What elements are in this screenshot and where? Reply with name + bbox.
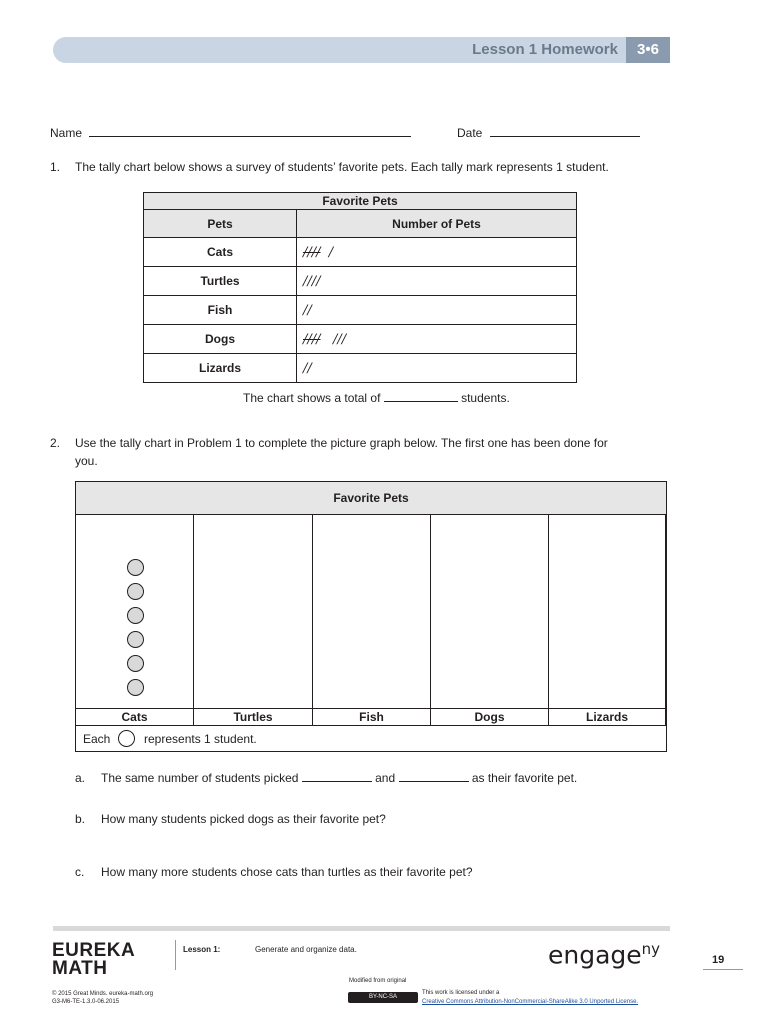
tally-extra: / [328,244,334,260]
engageny-logo [548,940,660,969]
footer-separator [175,940,176,970]
graph-label-cats: Cats [76,708,193,725]
pets-column-header: Pets [144,210,297,238]
tally-extra: // [303,302,312,318]
pet-name: Cats [144,238,297,267]
total-text-after: students. [461,391,510,405]
tally-extra: //// [303,273,321,289]
footer-divider [53,926,670,931]
picture-circle-icon [127,583,144,600]
problem-1-number: 1. [50,160,61,174]
logo-line-2: MATH [52,958,108,979]
name-field[interactable] [89,126,411,137]
date-field[interactable] [490,126,640,137]
graph-column-lizards[interactable] [549,515,666,725]
key-text-after: represents 1 student. [144,732,257,746]
tally-bundle: //// [303,244,321,260]
tally-marks [297,354,577,383]
problem-1-text: The tally chart below shows a survey of students’ favorite pets. Each tally mark represents 1 student. [75,160,609,174]
picture-circle-icon [127,655,144,672]
graph-column-cats[interactable] [76,515,194,725]
logo-line-1: EUREKA [52,940,136,961]
picture-circle-icon [127,679,144,696]
graph-label-dogs: Dogs [431,708,548,725]
answer-a-blank-1[interactable] [302,771,372,782]
date-row [457,126,640,140]
question-c-label: c. [75,865,85,879]
graph-label-lizards: Lizards [549,708,665,725]
picture-graph [75,481,667,752]
license-line-1: This work is licensed under a [422,990,500,996]
tally-table [143,192,577,383]
number-column-header: Number of Pets [297,210,577,238]
table-row [144,354,577,383]
lesson-header-bar [53,37,670,63]
tally-table-title: Favorite Pets [144,193,577,210]
picture-circle-icon [127,631,144,648]
graph-label-fish: Fish [313,708,430,725]
footer-lesson-title: Generate and organize data. [255,945,357,954]
table-row [144,296,577,325]
picture-graph-title: Favorite Pets [76,482,666,515]
tally-bundle: //// [303,331,321,347]
tally-extra: /// [332,331,347,347]
graph-column-turtles[interactable] [194,515,313,725]
lesson-title: Lesson 1 Homework [472,41,618,58]
problem-2-number: 2. [50,436,61,450]
page-number: 19 [712,954,725,966]
tally-marks [297,296,577,325]
table-row [144,267,577,296]
key-text-before: Each [83,732,111,746]
date-label: Date [457,126,483,140]
problem-2-text-line1: Use the tally chart in Problem 1 to complete the picture graph below. The first one has been done for [75,436,608,450]
engage-text: engage [548,940,642,970]
table-row [144,325,577,354]
key-circle-icon [118,730,135,747]
engage-ny: ny [641,940,661,958]
question-b-text: How many students picked dogs as their favorite pet? [101,812,386,826]
question-a [101,771,577,785]
question-b-label: b. [75,812,86,826]
eureka-math-logo [52,942,135,978]
tally-marks [297,238,577,267]
footer-lesson-label: Lesson 1: [183,945,221,954]
answer-a-blank-2[interactable] [399,771,469,782]
graph-label-turtles: Turtles [194,708,312,725]
pet-name: Turtles [144,267,297,296]
question-c-text: How many more students chose cats than turtles as their favorite pet? [101,865,473,879]
document-code: G3-M6-TE-1.3.0-06.2015 [52,999,120,1005]
name-row [50,126,411,140]
question-a-text2: and [375,771,396,785]
tally-marks [297,267,577,296]
module-badge: 3•6 [626,37,670,63]
copyright: © 2015 Great Minds. eureka-math.org [52,991,154,997]
total-sentence [243,391,510,405]
pet-name: Fish [144,296,297,325]
tally-extra: // [303,360,312,376]
graph-column-dogs[interactable] [431,515,549,725]
total-text-before: The chart shows a total of [243,391,381,405]
pet-name: Dogs [144,325,297,354]
picture-circle-icon [127,607,144,624]
pet-name: Lizards [144,354,297,383]
question-a-text3: as their favorite pet. [471,771,578,785]
page-number-underline [703,969,743,970]
license-link[interactable]: Creative Commons Attribution-NonCommercial-ShareAlike 3.0 Unported License. [422,999,639,1005]
tally-marks [297,325,577,354]
problem-2-text-line2: you. [75,454,98,468]
table-row [144,238,577,267]
graph-key [76,725,666,751]
question-a-label: a. [75,771,86,785]
cc-license-icon: BY-NC-SA [348,992,418,1003]
question-a-text1: The same number of students picked [101,771,299,785]
name-label: Name [50,126,83,140]
picture-circle-icon [127,559,144,576]
total-answer-blank[interactable] [384,391,458,402]
graph-column-fish[interactable] [313,515,431,725]
modified-note: Modified from original [349,978,407,984]
